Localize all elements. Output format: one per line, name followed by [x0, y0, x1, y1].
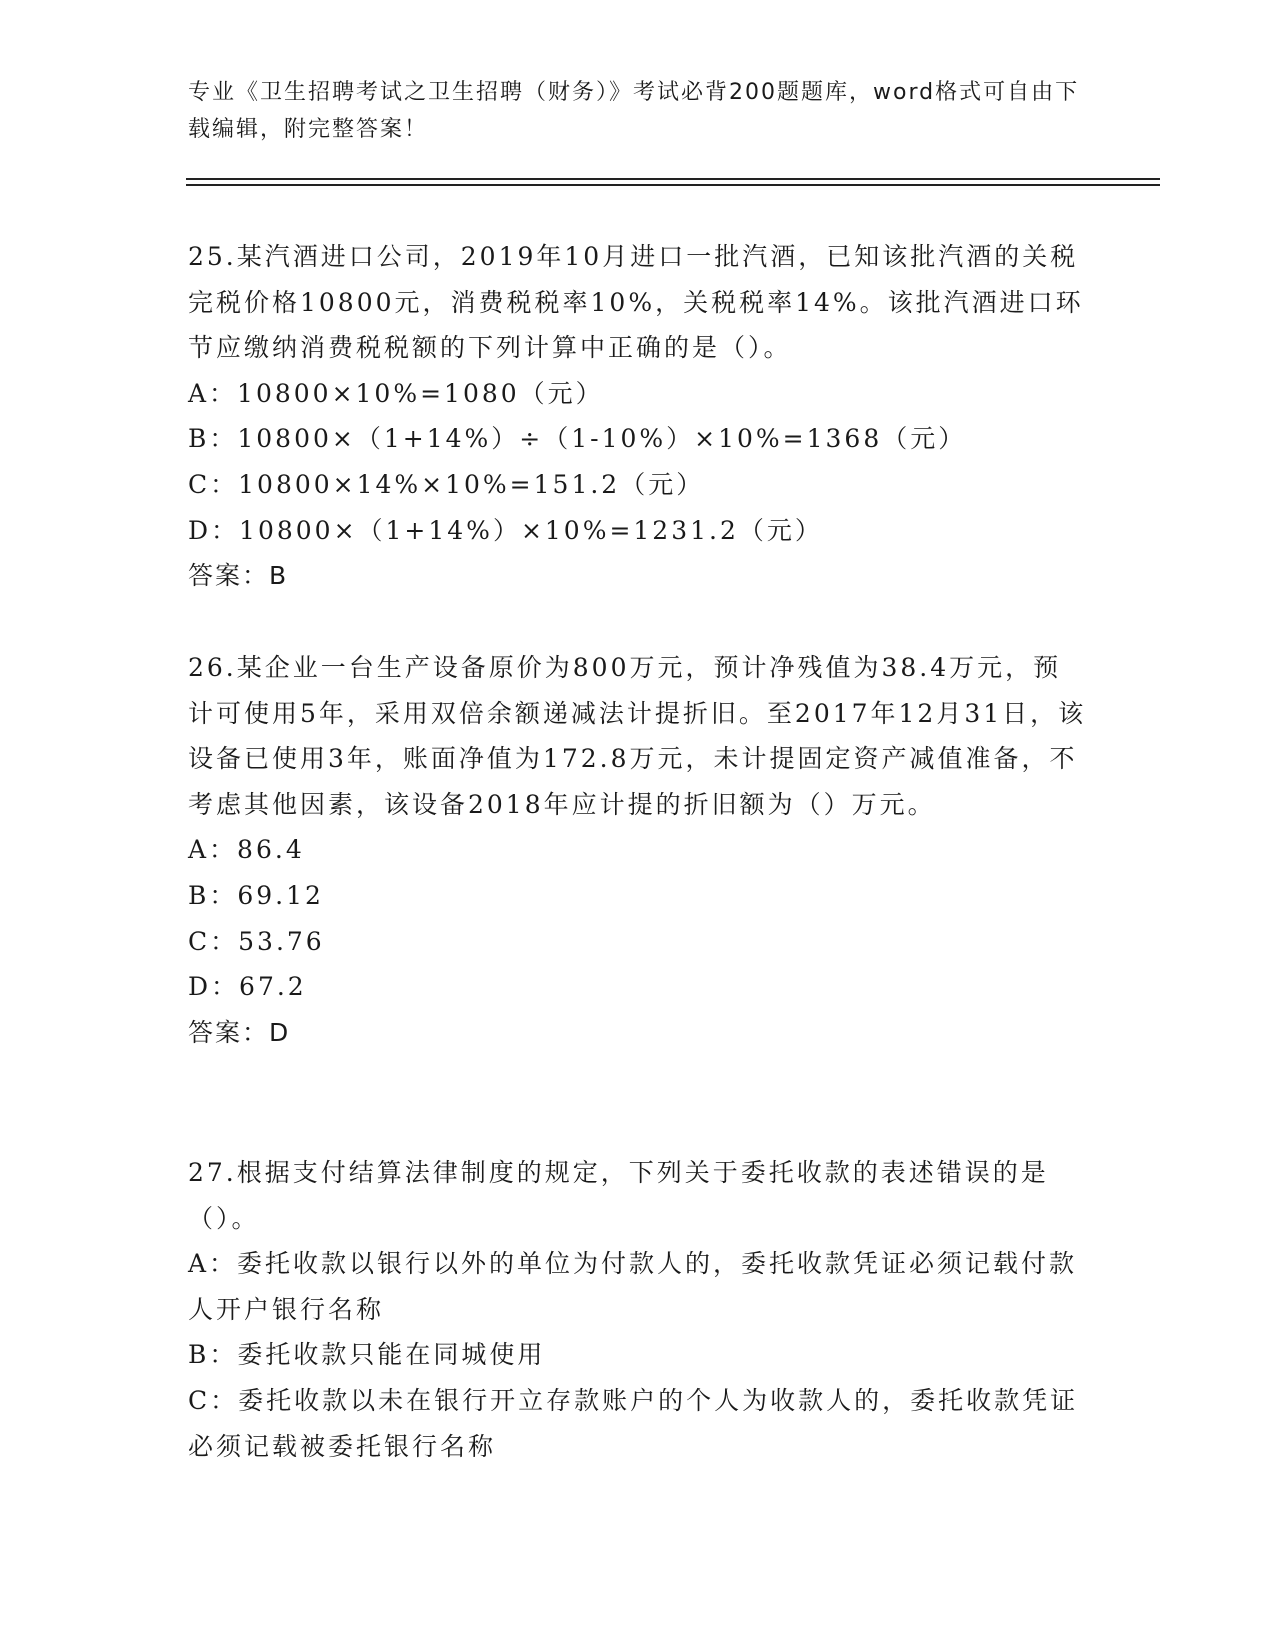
option-b: B：69.12	[188, 880, 324, 910]
option-b: B：10800×（1+14%）÷（1-10%）×10%=1368（元）	[188, 424, 967, 454]
header-divider-bottom	[186, 184, 1160, 186]
question-27	[188, 1150, 1088, 1469]
option-c: C：委托收款以未在银行开立存款账户的个人为收款人的，委托收款凭证必须记载被委托银行名称	[188, 1385, 1079, 1461]
question-stem: 27.根据支付结算法律制度的规定，下列关于委托收款的表述错误的是（）。	[188, 1158, 1049, 1233]
question-26	[188, 645, 1088, 1055]
option-d: D：10800×（1+14%）×10%=1231.2（元）	[188, 515, 823, 545]
option-b: B：委托收款只能在同城使用	[188, 1340, 546, 1370]
header-divider-top	[186, 178, 1160, 180]
question-stem: 25.某汽酒进口公司，2019年10月进口一批汽酒，已知该批汽酒的关税完税价格10800元，消费税税率10%，关税税率14%。该批汽酒进口环节应缴纳消费税税额的下列计算中正确的是（）。	[188, 242, 1084, 363]
option-c: C：53.76	[188, 926, 325, 956]
option-a: A：委托收款以银行以外的单位为付款人的，委托收款凭证必须记载付款人开户银行名称	[188, 1249, 1078, 1324]
document-page	[188, 0, 1158, 1650]
document-header: 专业《卫生招聘考试之卫生招聘（财务）》考试必背200题题库，word格式可自由下载编辑，附完整答案！	[188, 80, 1080, 142]
question-stem: 26.某企业一台生产设备原价为800万元，预计净残值为38.4万元，预计可使用5年，采用双倍余额递减法计提折旧。至2017年12月31日，该设备已使用3年，账面净值为172.8万元，未计提固定资产减值准备，不考虑其他因素，该设备2018年应计提的折旧额为（）万元。	[188, 653, 1087, 819]
option-c: C：10800×14%×10%=151.2（元）	[188, 469, 705, 499]
option-a: A：86.4	[188, 835, 305, 865]
option-d: D：67.2	[188, 972, 307, 1002]
question-25	[188, 234, 1088, 599]
answer: 答案：D	[188, 1017, 291, 1047]
option-a: A：10800×10%=1080（元）	[188, 378, 604, 408]
answer: 答案：B	[188, 561, 289, 591]
